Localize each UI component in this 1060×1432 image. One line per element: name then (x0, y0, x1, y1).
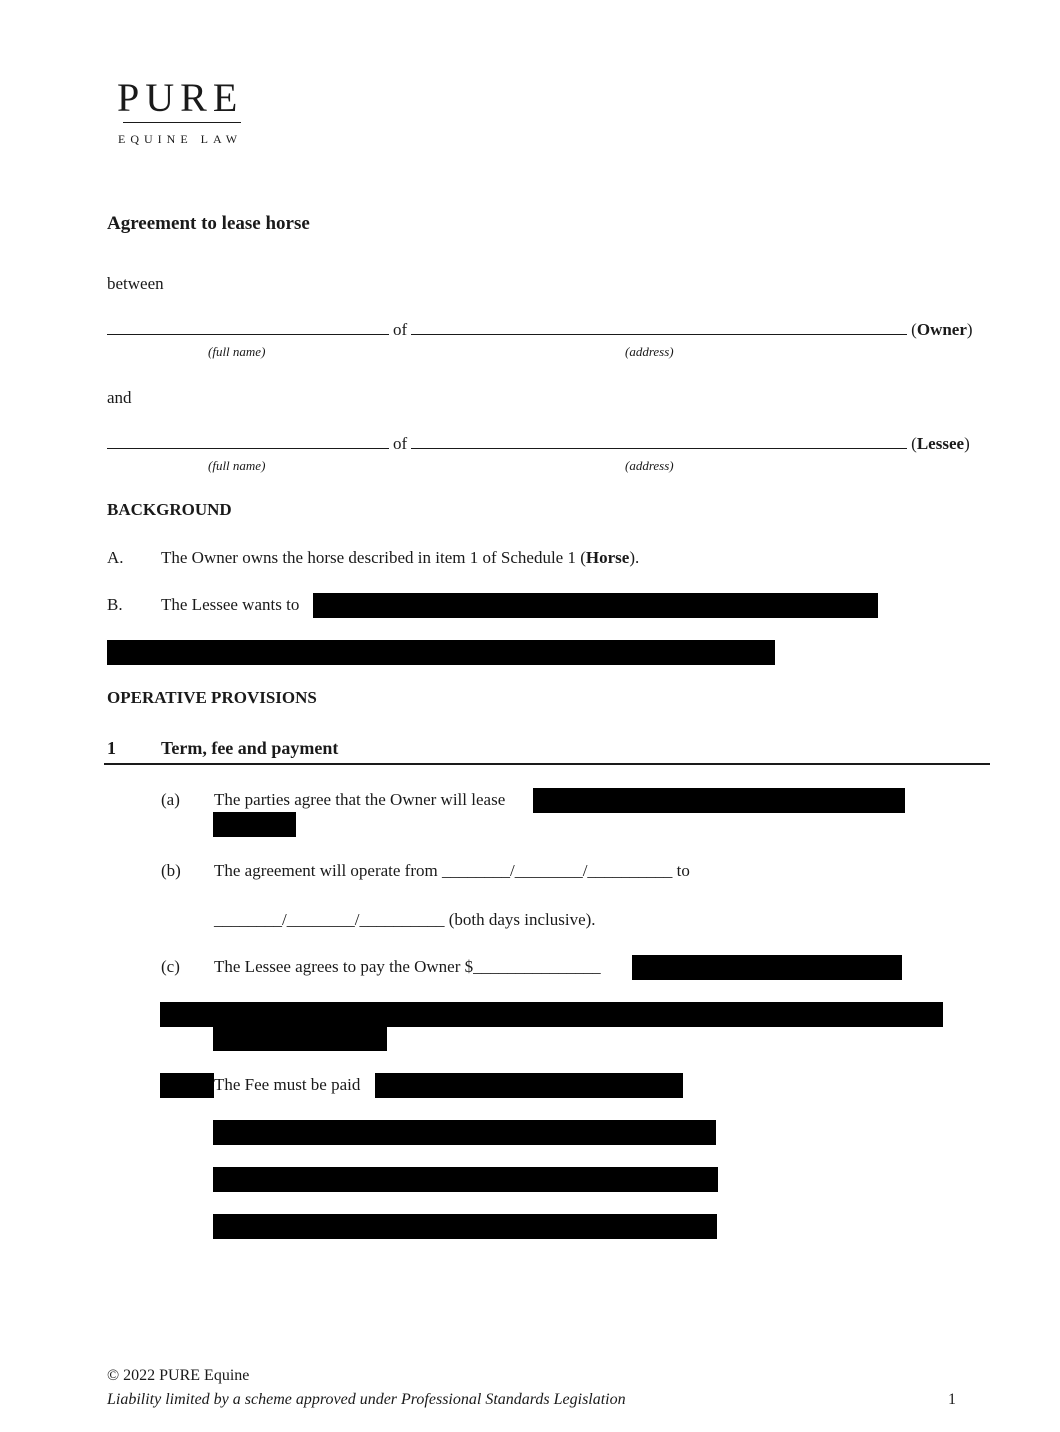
redaction-bar (107, 640, 775, 665)
lessee-party-line: of (Lessee) (107, 434, 970, 454)
and-label: and (107, 388, 132, 407)
redaction-bar (213, 1120, 716, 1145)
lessee-name-blank (107, 434, 389, 449)
redaction-bar (160, 1002, 943, 1027)
redaction-bar (213, 812, 296, 837)
redaction-bar (313, 593, 878, 618)
redaction-bar (160, 1073, 214, 1098)
between-label: between (107, 274, 164, 293)
page-number: 1 (948, 1391, 956, 1408)
redaction-bar (632, 955, 902, 980)
lessee-address-blank (411, 434, 907, 449)
clause-c-text: The Lessee agrees to pay the Owner $_______________ (214, 957, 601, 976)
background-heading: BACKGROUND (107, 500, 232, 519)
lessee-address-hint: (address) (625, 458, 674, 473)
logo-divider (123, 122, 241, 123)
section-title: Term, fee and payment (161, 738, 339, 758)
horse-defined-term: Horse (585, 548, 630, 567)
lessee-of-label: of (393, 434, 408, 453)
recital-a-marker: A. (107, 548, 124, 567)
redaction-bar (213, 1167, 718, 1192)
redaction-bar (213, 1214, 717, 1239)
logo-wordmark: PURE (117, 75, 244, 120)
operative-provisions-heading: OPERATIVE PROVISIONS (107, 688, 317, 707)
clause-a-marker: (a) (161, 790, 180, 809)
owner-name-blank (107, 320, 389, 335)
footer-liability: Liability limited by a scheme approved under Professional Standards Legislation (107, 1391, 626, 1408)
owner-full-name-hint: (full name) (208, 344, 266, 359)
recital-b-text: The Lessee wants to (161, 595, 300, 614)
owner-of-label: of (393, 320, 408, 339)
lessee-full-name-hint: (full name) (208, 458, 266, 473)
recital-a-text: The Owner owns the horse described in item 1 of Schedule 1 (Horse). (161, 548, 640, 567)
owner-address-blank (411, 320, 907, 335)
logo-subtitle: EQUINE LAW (118, 132, 243, 146)
section-rule (104, 763, 990, 765)
clause-b-text-line2: ________/________/__________ (both days inclusive). (214, 910, 596, 929)
owner-address-hint: (address) (625, 344, 674, 359)
clause-b-text: The agreement will operate from ________/________/__________ to (214, 861, 690, 880)
recital-b-marker: B. (107, 595, 123, 614)
redaction-bar (213, 1026, 387, 1051)
lessee-label: Lessee (916, 434, 965, 453)
clause-c-marker: (c) (161, 957, 180, 976)
redaction-bar (375, 1073, 683, 1098)
owner-party-line: of (Owner) (107, 320, 973, 340)
document-title: Agreement to lease horse (107, 213, 310, 234)
footer-copyright: © 2022 PURE Equine (107, 1367, 250, 1384)
redaction-bar (533, 788, 905, 813)
owner-label: Owner (916, 320, 967, 339)
section-number: 1 (107, 738, 116, 758)
clause-a-text: The parties agree that the Owner will lease (214, 790, 506, 809)
clause-b-marker: (b) (161, 861, 181, 880)
clause-d-text: The Fee must be paid (214, 1075, 361, 1094)
